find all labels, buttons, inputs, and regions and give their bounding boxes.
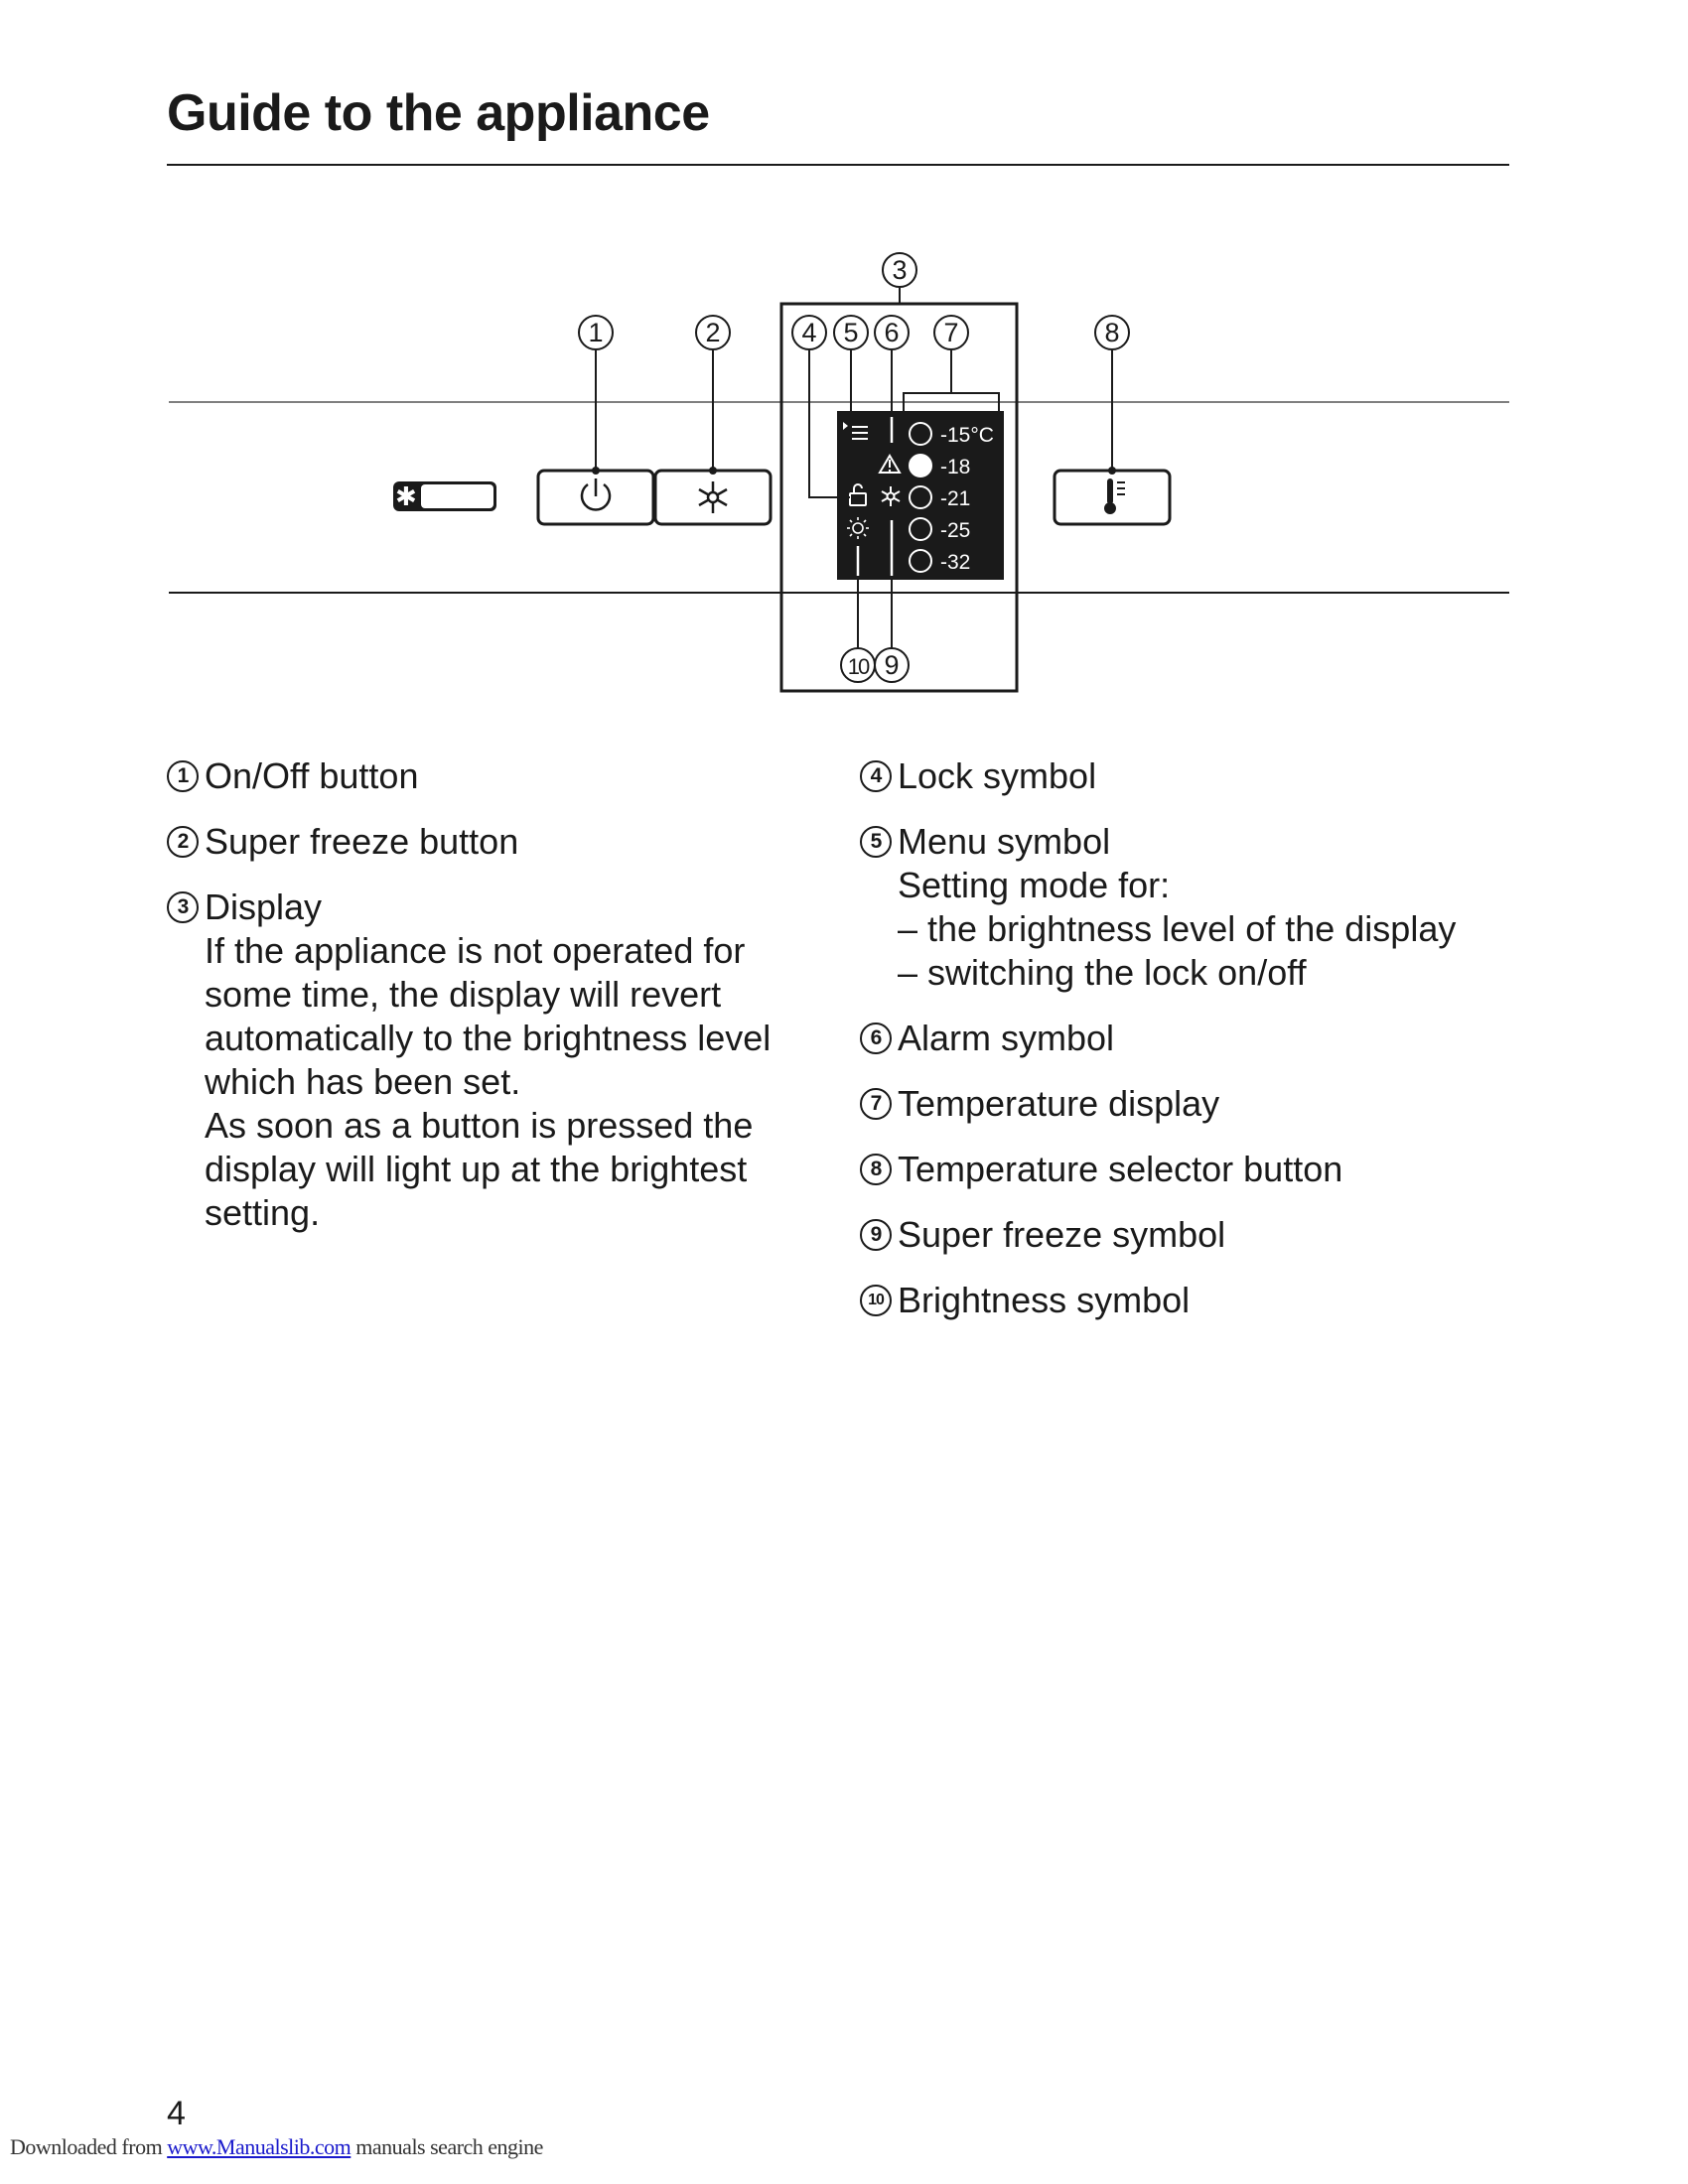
- callout-label: 3: [892, 255, 908, 285]
- callout-5: [834, 316, 868, 349]
- legend-number-marker: 4: [860, 760, 892, 792]
- legend-number-marker: 1: [167, 760, 199, 792]
- callout-9: [875, 648, 909, 682]
- temperature-label: -15°C: [940, 424, 994, 447]
- super-freeze-button: [655, 471, 771, 524]
- callout-label: 6: [884, 318, 900, 347]
- legend-number-marker: 5: [860, 826, 892, 858]
- callout-3: [883, 253, 916, 287]
- legend-line: – the brightness level of the display: [898, 908, 1457, 949]
- legend-text: [205, 754, 802, 798]
- manualslib-link[interactable]: www.Manualslib.com: [167, 2134, 352, 2159]
- temperature-indicator-on: [910, 455, 931, 477]
- legend-line: As soon as a button is pressed the: [205, 1105, 754, 1146]
- legend-line: If the appliance is not operated for: [205, 930, 746, 971]
- page-number: 4: [167, 2095, 186, 2132]
- temperature-selector-button: [1055, 471, 1170, 524]
- callout-7: [934, 316, 968, 349]
- legend-text: [898, 1148, 1515, 1191]
- legend-line: some time, the display will revert: [205, 974, 722, 1015]
- legend-line: Temperature selector button: [898, 1149, 1343, 1189]
- legend-line: Super freeze button: [205, 821, 519, 862]
- legend-text: [205, 886, 802, 1235]
- legend-item-10: [860, 1279, 1515, 1322]
- legend-item-7: [860, 1082, 1515, 1126]
- legend-item-4: [860, 754, 1515, 798]
- callout-8: [1095, 316, 1129, 349]
- callout-label: 8: [1104, 318, 1120, 347]
- legend-number-marker: 7: [860, 1088, 892, 1120]
- page-title: Guide to the appliance: [167, 84, 710, 142]
- legend-line: Setting mode for:: [898, 865, 1171, 905]
- legend-line: Display: [205, 887, 323, 927]
- legend-item-5: [860, 820, 1515, 995]
- legend-number-marker: 8: [860, 1154, 892, 1185]
- callout-4: [792, 316, 826, 349]
- legend-text: [898, 1017, 1515, 1060]
- legend-number-marker: 10: [860, 1285, 892, 1316]
- legend-item-3: [167, 886, 802, 1235]
- legend-line: On/Off button: [205, 755, 419, 796]
- legend-text: [898, 754, 1515, 798]
- legend-item-1: [167, 754, 802, 798]
- temperature-label: -18: [940, 456, 971, 478]
- callout-1: [579, 316, 613, 349]
- callout-6: [875, 316, 909, 349]
- on-off-button: [538, 471, 653, 524]
- temperature-label: -25: [940, 519, 971, 542]
- legend-line: Alarm symbol: [898, 1018, 1115, 1058]
- legend-text: [898, 1213, 1515, 1257]
- legend-line: – switching the lock on/off: [898, 952, 1307, 993]
- footer-prefix: Downloaded from: [10, 2134, 168, 2159]
- legend-line: Menu symbol: [898, 821, 1111, 862]
- callout-label: 9: [884, 650, 900, 680]
- legend-line: Lock symbol: [898, 755, 1097, 796]
- legend-number-marker: 9: [860, 1219, 892, 1251]
- callout-label: 10: [847, 654, 869, 679]
- callout-label: 2: [705, 318, 721, 347]
- legend-line: Temperature display: [898, 1083, 1220, 1124]
- temperature-label: -32: [940, 551, 971, 574]
- legend-line: display will light up at the brightest: [205, 1149, 748, 1189]
- callout-label: 7: [943, 318, 959, 347]
- download-footer: [10, 2134, 543, 2160]
- legend-line: automatically to the brightness level: [205, 1018, 772, 1058]
- callout-label: 5: [843, 318, 859, 347]
- legend-right-column: [860, 754, 1515, 1344]
- legend-text: [898, 1082, 1515, 1126]
- temperature-row: [910, 455, 970, 478]
- temperature-label: -21: [940, 487, 971, 510]
- callout-label: 4: [801, 318, 817, 347]
- footer-suffix: manuals search engine: [351, 2134, 543, 2159]
- control-panel-diagram: [0, 0, 1688, 715]
- legend-left-column: [167, 754, 802, 1257]
- callout-2: [696, 316, 730, 349]
- legend-item-8: [860, 1148, 1515, 1191]
- legend-item-6: [860, 1017, 1515, 1060]
- legend-number-marker: 2: [167, 826, 199, 858]
- callout-10: [841, 648, 875, 682]
- legend-line: Brightness symbol: [898, 1280, 1191, 1320]
- legend-item-9: [860, 1213, 1515, 1257]
- legend-item-2: [167, 820, 802, 864]
- star-rating-symbol: [393, 481, 496, 512]
- legend-line: setting.: [205, 1192, 321, 1233]
- star-rating-text: ✱✱✱✱: [395, 482, 492, 512]
- legend-text: [898, 1279, 1515, 1322]
- legend-line: Super freeze symbol: [898, 1214, 1226, 1255]
- legend-line: which has been set.: [205, 1061, 521, 1102]
- callout-label: 1: [588, 318, 604, 347]
- legend-text: [205, 820, 802, 864]
- legend-number-marker: 6: [860, 1023, 892, 1054]
- legend-text: [898, 820, 1515, 995]
- legend-number-marker: 3: [167, 891, 199, 923]
